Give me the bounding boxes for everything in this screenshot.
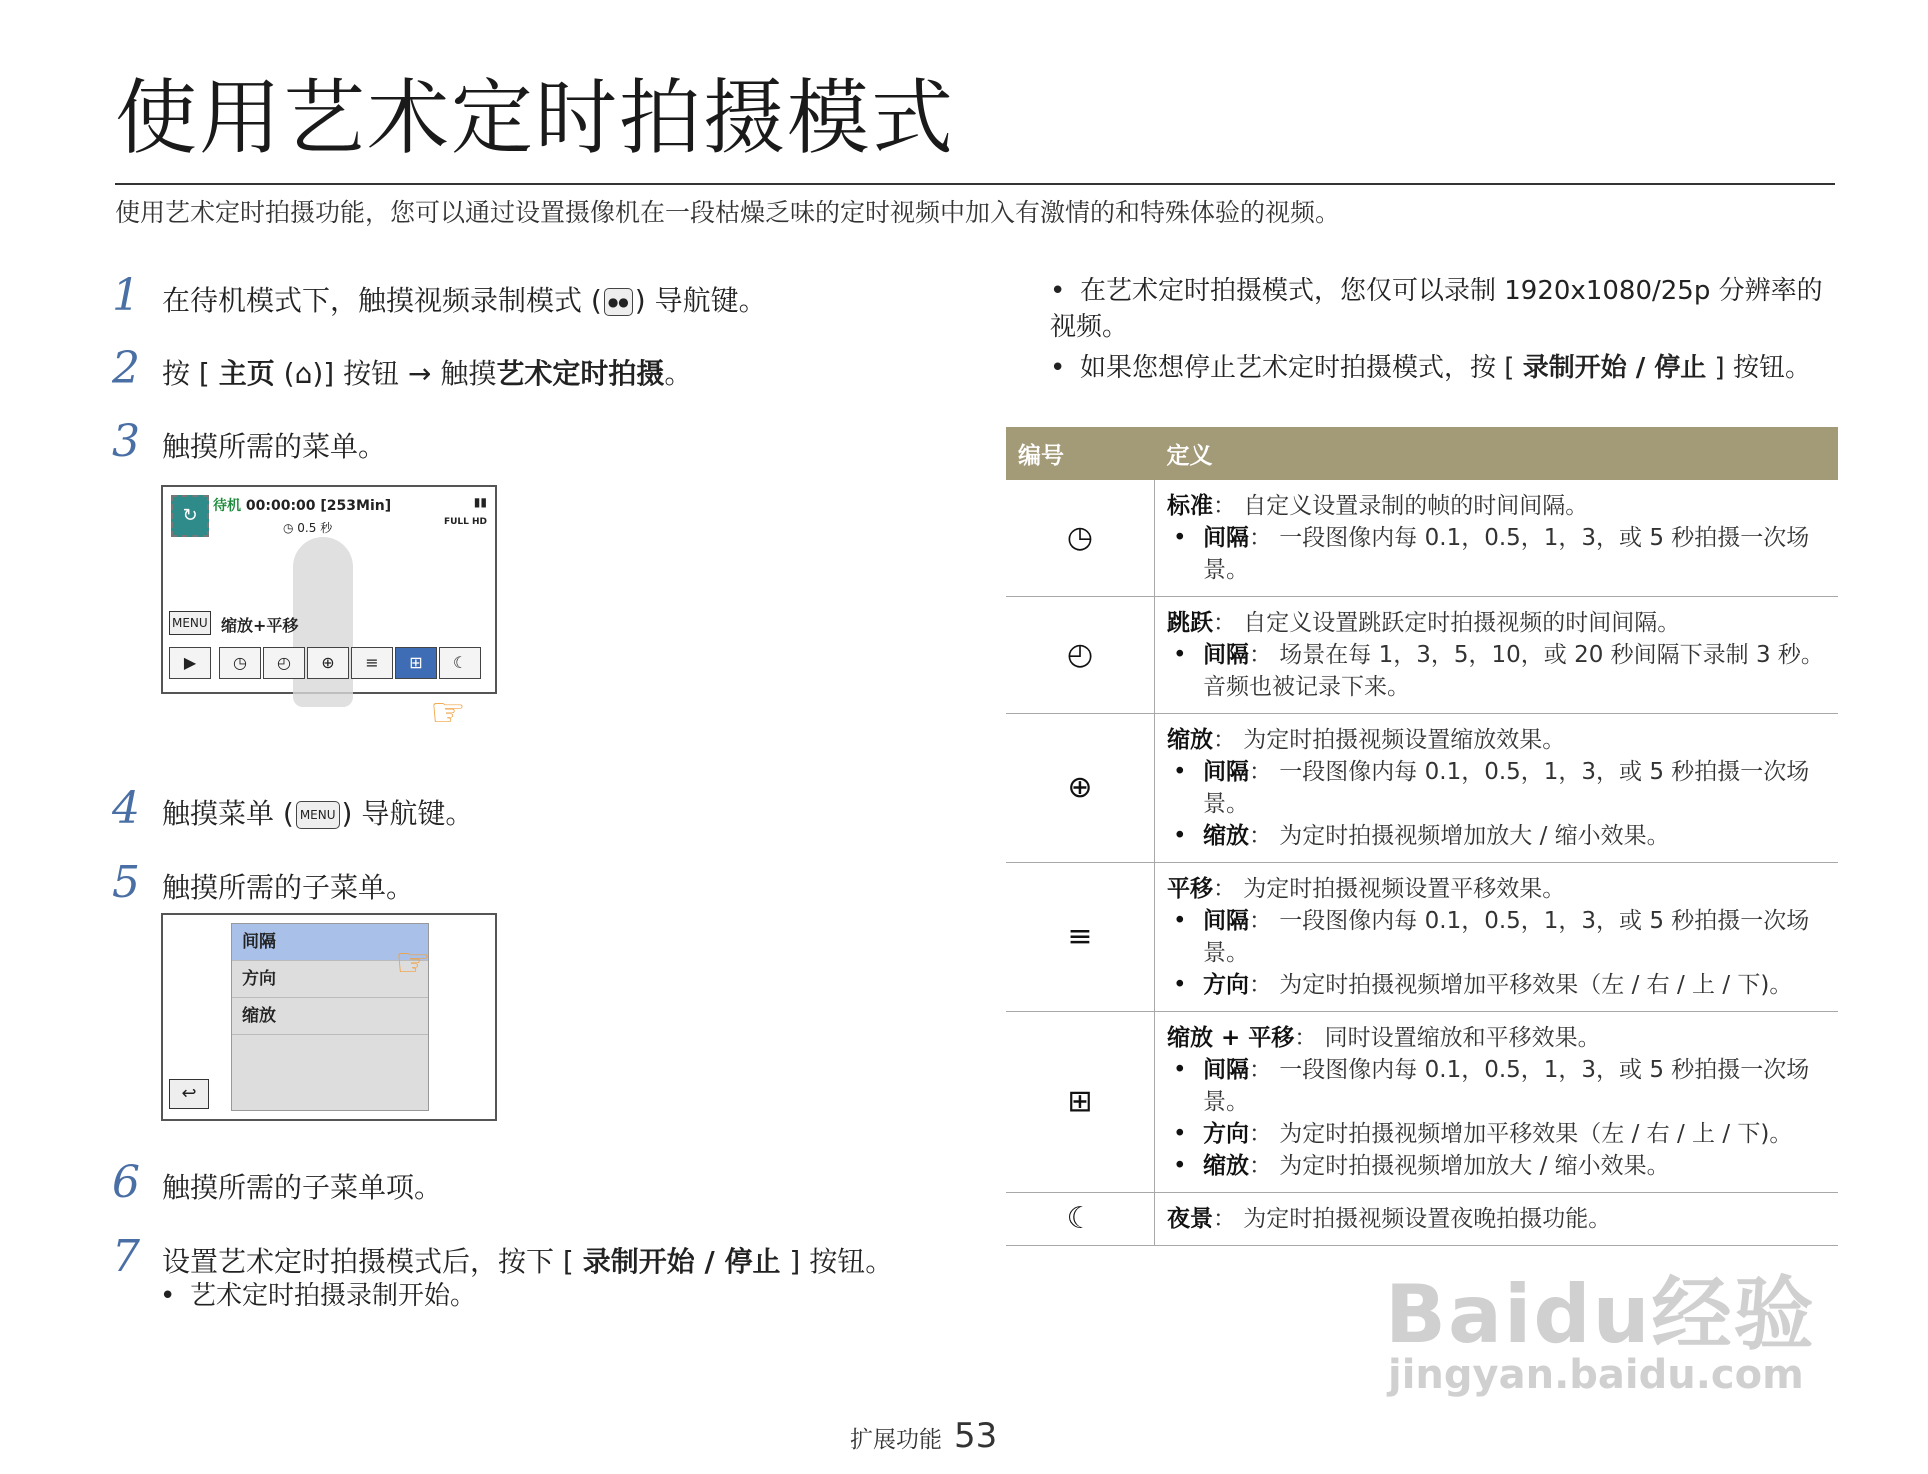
page-subtitle: 使用艺术定时拍摄功能，您可以通过设置摄像机在一段枯燥乏味的定时视频中加入有激情的和特殊体验的视频。 <box>115 198 1341 227</box>
definition-cell <box>1155 863 1839 1012</box>
step-4 <box>112 783 473 834</box>
step-number: 4 <box>112 783 140 834</box>
subject-silhouette <box>293 537 353 707</box>
night-timer-button[interactable]: ☾ <box>439 647 481 679</box>
header-definition: 定义 <box>1155 427 1839 480</box>
definition-lead: 缩放： 为定时拍摄视频设置缩放效果。 <box>1167 727 1566 753</box>
definition-lead: 跳跃： 自定义设置跳跃定时拍摄视频的时间间隔。 <box>1167 610 1681 636</box>
note-stop: • 如果您想停止艺术定时拍摄模式，按 [ 录制开始 / 停止 ] 按钮。 <box>1050 353 1811 383</box>
definition-cell <box>1155 480 1839 597</box>
definition-sub-item: • 方向： 为定时拍摄视频增加平移效果（左 / 右 / 上 / 下)。 <box>1167 1118 1826 1150</box>
definition-sub-item: • 间隔： 一段图像内每 0.1，0.5，1，3，或 5 秒拍摄一次场景。 <box>1167 1054 1826 1118</box>
definition-table <box>1006 427 1838 1246</box>
baidu-watermark: Baidu经验 <box>1385 1268 1816 1361</box>
header-number: 编号 <box>1006 427 1155 480</box>
definition-sub-item: • 方向： 为定时拍摄视频增加平移效果（左 / 右 / 上 / 下)。 <box>1167 969 1826 1001</box>
page-footer <box>850 1416 997 1456</box>
pan-timer-button[interactable]: ≡ <box>351 647 393 679</box>
submenu-item-zoom[interactable]: 缩放 <box>232 998 428 1035</box>
zoom-pan-timer-button[interactable]: ⊞ <box>395 647 437 679</box>
table-row <box>1006 863 1838 1012</box>
home-icon: ⌂ <box>294 357 313 390</box>
definition-cell <box>1155 597 1839 714</box>
page-number: 53 <box>954 1416 998 1456</box>
section-name: 扩展功能 <box>850 1427 942 1453</box>
submenu-item-direction[interactable]: 方向 <box>232 961 428 998</box>
definition-sub-item: • 间隔： 一段图像内每 0.1，0.5，1，3，或 5 秒拍摄一次场景。 <box>1167 756 1826 820</box>
step-5 <box>112 857 414 908</box>
step-3 <box>112 416 386 467</box>
playback-button[interactable]: ▶ <box>169 647 211 679</box>
pointing-hand-icon: ☞ <box>430 690 466 736</box>
table-row <box>1006 597 1838 714</box>
video-mode-icon: ●● <box>604 288 633 316</box>
standard-timer-icon: ◷ <box>1066 520 1094 555</box>
step-text: 触摸菜单 ( MENU ) 导航键。 <box>162 797 474 830</box>
zoom-timer-icon: ⊕ <box>1067 770 1093 805</box>
definition-sub-item: • 缩放： 为定时拍摄视频增加放大 / 缩小效果。 <box>1167 1150 1826 1182</box>
step-number: 5 <box>112 857 140 908</box>
definition-sub-item: • 间隔： 场景在每 1，3，5，10，或 20 秒间隔下录制 3 秒。音频也被记录下来。 <box>1167 639 1826 703</box>
submenu-item-interval[interactable]: 间隔 <box>232 924 428 961</box>
zoom-pan-timer-icon: ⊞ <box>1067 1084 1093 1119</box>
table-header-row <box>1006 427 1838 480</box>
definition-lead: 缩放 + 平移： 同时设置缩放和平移效果。 <box>1167 1025 1601 1051</box>
step-text: 触摸所需的菜单。 <box>162 430 387 463</box>
skip-timer-button[interactable]: ◴ <box>263 647 305 679</box>
definition-lead: 夜景： 为定时拍摄视频设置夜晚拍摄功能。 <box>1167 1206 1612 1232</box>
skip-timer-icon: ◴ <box>1066 637 1094 672</box>
table-row <box>1006 480 1838 597</box>
step-number: 6 <box>112 1157 140 1208</box>
definition-lead: 平移： 为定时拍摄视频设置平移效果。 <box>1167 876 1566 902</box>
step-text: 设置艺术定时拍摄模式后，按下 [ 录制开始 / 停止 ] 按钮。 <box>162 1245 894 1278</box>
step-number: 3 <box>112 416 140 467</box>
back-button[interactable]: ↩ <box>169 1079 209 1109</box>
step-text: 在待机模式下，触摸视频录制模式 ( ●● ) 导航键。 <box>162 284 767 317</box>
note-resolution: • 在艺术定时拍摄模式，您仅可以录制 1920x1080/25p 分辨率的视频。 <box>1050 276 1823 342</box>
table-row <box>1006 1193 1838 1246</box>
timelapse-mode-icon: ↻ <box>171 495 209 537</box>
step-text: 触摸所需的子菜单。 <box>162 871 415 904</box>
step-text: 按 [ 主页 (⌂)] 按钮 → 触摸艺术定时拍摄。 <box>162 357 693 390</box>
definition-cell <box>1155 1193 1839 1246</box>
full-hd-badge: FULL HD <box>443 517 487 527</box>
interval-readout: ◷ 0.5 秒 <box>283 521 333 535</box>
pan-timer-icon: ≡ <box>1067 919 1093 954</box>
definition-cell <box>1155 714 1839 863</box>
table-row <box>1006 714 1838 863</box>
step-number: 7 <box>112 1231 140 1282</box>
baidu-watermark-url: jingyan.baidu.com <box>1388 1352 1804 1398</box>
table-row <box>1006 1012 1838 1193</box>
pointing-hand-icon: ☞ <box>395 940 431 986</box>
title-rule <box>115 183 1835 185</box>
step-text: 触摸所需的子菜单项。 <box>162 1171 443 1204</box>
step-number: 2 <box>112 343 140 394</box>
definition-sub-item: • 缩放： 为定时拍摄视频增加放大 / 缩小效果。 <box>1167 820 1826 852</box>
definition-sub-item: • 间隔： 一段图像内每 0.1，0.5，1，3，或 5 秒拍摄一次场景。 <box>1167 522 1826 586</box>
step-1 <box>112 270 767 321</box>
definition-cell <box>1155 1012 1839 1193</box>
night-timer-icon: ☾ <box>1066 1201 1094 1236</box>
standard-timer-button[interactable]: ◷ <box>219 647 261 679</box>
menu-button[interactable]: MENU <box>169 611 211 635</box>
step-7-bullet: • 艺术定时拍摄录制开始。 <box>160 1281 477 1311</box>
menu-icon: MENU <box>296 801 340 829</box>
step-2 <box>112 343 692 394</box>
step-6 <box>112 1157 442 1208</box>
lcd-screen-submenu <box>161 913 497 1121</box>
menu-selection-label: 缩放+平移 <box>221 616 299 635</box>
battery-icon: ▮▮ <box>473 495 487 509</box>
zoom-timer-button[interactable]: ⊕ <box>307 647 349 679</box>
page-title: 使用艺术定时拍摄模式 <box>115 71 956 166</box>
lcd-screen-menu <box>161 485 497 694</box>
status-line: 待机 00:00:00 [253Min] <box>213 498 392 514</box>
definition-lead: 标准： 自定义设置录制的帧的时间间隔。 <box>1167 493 1589 519</box>
step-number: 1 <box>112 270 140 321</box>
definition-sub-item: • 间隔： 一段图像内每 0.1，0.5，1，3，或 5 秒拍摄一次场景。 <box>1167 905 1826 969</box>
